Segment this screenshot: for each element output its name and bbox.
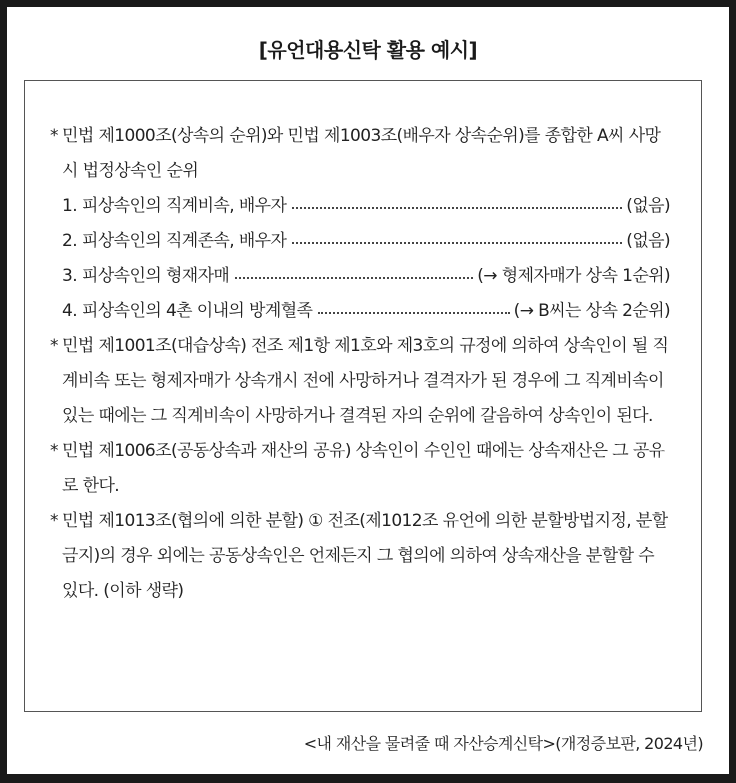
dotted-leader [235,277,473,279]
note-civil-code-1001 [50,329,670,434]
dotted-leader [318,312,509,314]
list-item [62,189,670,224]
dotted-leader [292,207,622,209]
item-number: 1. [62,196,78,216]
dotted-leader [292,242,622,244]
note-civil-code-1013 [50,504,670,609]
note-civil-code-1006 [50,434,670,504]
item-label: 피상속인의 직계비속, 배우자 [82,196,287,216]
list-item [62,294,670,329]
asterisk-mark: * [50,336,58,356]
asterisk-mark: * [50,441,58,461]
note-text: 민법 제1000조(상속의 순위)와 민법 제1003조(배우자 상속순위)를 종합한 A씨 사망 시 법정상속인 순위 [62,126,661,181]
asterisk-mark: * [50,126,58,146]
item-label: 피상속인의 직계존속, 배우자 [82,231,287,251]
note-text: 민법 제1006조(공동상속과 재산의 공유) 상속인이 수인인 때에는 상속재산은 그 공유로 한다. [62,441,665,496]
list-item [62,224,670,259]
item-number: 4. [62,301,78,321]
list-item [62,259,670,294]
item-result: (→ 형제자매가 상속 1순위) [477,266,670,286]
item-label: 피상속인의 형재자매 [82,266,230,286]
page-title: [유언대용신탁 활용 예시] [258,38,478,62]
asterisk-mark: * [50,511,58,531]
source-citation: <내 재산을 물려줄 때 자산승계신탁>(개정증보판, 2024년) [303,734,703,753]
item-label: 피상속인의 4촌 이내의 방계혈족 [82,301,313,321]
notes-content [50,119,670,609]
inheritance-order-list [50,189,670,329]
item-result: (없음) [626,196,670,216]
document-card [7,7,729,774]
item-number: 3. [62,266,78,286]
item-result: (없음) [626,231,670,251]
legal-notes-box [24,80,702,712]
note-civil-code-1000 [50,119,670,189]
item-result: (→ B씨는 상속 2순위) [513,301,670,321]
note-text: 민법 제1001조(대습상속) 전조 제1항 제1호와 제3호의 규정에 의하여 상속인이 될 직계비속 또는 형제자매가 상속개시 전에 사망하거나 결격자가 된 경우에 그 직계비속이 있는 때에는 그 직계비속이 사망하거나 결격된 자의 순위에 갈음하여 상속인이 된다. [62,336,669,426]
item-number: 2. [62,231,78,251]
note-text: 민법 제1013조(협의에 의한 분할) ① 전조(제1012조 유언에 의한 분할방법지정, 분할금지)의 경우 외에는 공동상속인은 언제든지 그 협의에 의하여 상속재산을 분할할 수 있다. (이하 생략) [62,511,668,601]
